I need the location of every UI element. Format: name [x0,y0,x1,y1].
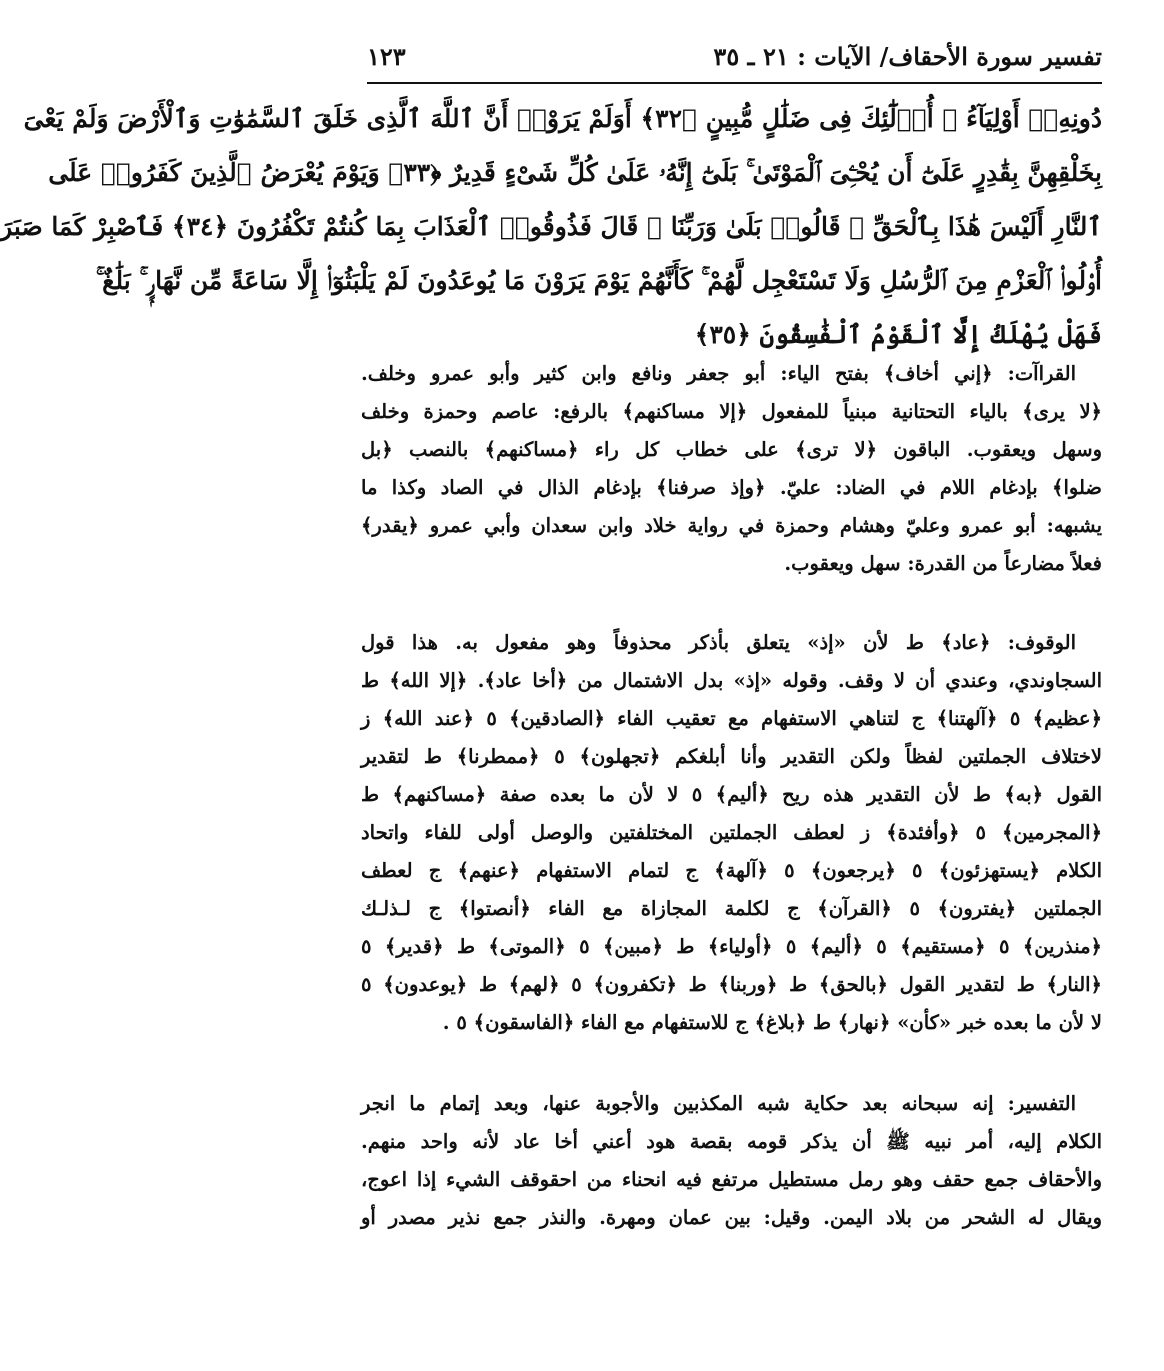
paragraph-line: الكلام إليه، أمر نبيه ﷺ أن يذكر قومه بقصة هود أعني أخا عاد لأنه واحد منهم. [361,1130,1102,1153]
quran-verses-block [0,92,1102,362]
qiraat-section [361,355,1102,583]
paragraph-line: وسهل ويعقوب. الباقون ﴿لا ترى﴾ على خطاب كل راء ﴿مساكنهم﴾ بالنصب ﴿بل [361,438,1102,461]
paragraph-line: لا لأن ما بعده خبر «كأن» ﴿نهار﴾ ط ﴿بلاغ﴾ ج للاستفهام مع الفاء ﴿الفاسقون﴾ ٥ . [442,1011,1102,1034]
paragraph-line: ﴿النار﴾ ط لتقدير القول ﴿بالحق﴾ ط ﴿وربنا﴾ ط ﴿تكفرون﴾ ٥ ﴿لهم﴾ ط ﴿يوعدون﴾ ٥ [361,973,1102,996]
paragraph-line: القراآت: ﴿إني أخاف﴾ بفتح الياء: أبو جعفر ونافع وابن كثير وأبو عمرو وخلف. [361,362,1076,385]
quran-line: فَهَلْ يُهْلَكُ إِلَّا ٱلْقَوْمُ ٱلْفَٰسِقُونَ ﴿٣٥﴾ [694,320,1102,349]
quran-line: ٱلنَّارِ أَلَيْسَ هَٰذَا بِٱلْحَقِّ ۖ قَالُوا۟ بَلَىٰ وَرَبِّنَا ۚ قَالَ فَذُوقُوا۟ ٱلْعَذَابَ بِمَا كُنتُمْ تَكْفُرُونَ ﴿٣٤﴾ فَٱصْبِرْ كَمَا صَبَرَ [0,212,1102,241]
paragraph-line: الجملتين ﴿يفترون﴾ ٥ ﴿القرآن﴾ ج لكلمة المجازاة مع الفاء ﴿أنصتوا﴾ ج لـذلـك [361,897,1103,920]
paragraph-line: التفسير: إنه سبحانه بعد حكاية شبه المكذبين والأجوبة عنها، وبعد إتمام ما انجر [361,1092,1076,1115]
running-title: تفسير سورة الأحقاف/ الآيات : ٢١ ـ ٣٥ [713,42,1102,71]
paragraph-line: فعلاً مضارعاً من القدرة: سهل ويعقوب. [784,552,1102,575]
paragraph-line: ضلوا﴾ بإدغام اللام في الضاد: عليّ. ﴿وإذ صرفنا﴾ بإدغام الذال في الصاد وكذا ما [361,476,1102,499]
tafsir-section [361,1085,1102,1237]
paragraph-line: ويقال له الشحر من بلاد اليمن. وقيل: بين عمان ومهرة. والنذر جمع نذير مصدر أو [361,1206,1102,1229]
page-header [367,38,1102,80]
header-divider [367,82,1102,84]
quran-line: أُو۟لُوا۟ ٱلْعَزْمِ مِنَ ٱلرُّسُلِ وَلَا تَسْتَعْجِل لَّهُمْ ۚ كَأَنَّهُمْ يَوْمَ يَرَوْنَ مَا يُوعَدُونَ لَمْ يَلْبَثُوٓا۟ إِلَّا سَاعَةً مِّن نَّهَارٍۭ ۚ بَلَٰغٌ ۚ [95,266,1102,295]
paragraph-line: الوقوف: ﴿عاد﴾ ط لأن «إذ» يتعلق بأذكر محذوفاً وهو مفعول به. هذا قول [361,631,1076,654]
paragraph-line: لاختلاف الجملتين لفظاً ولكن التقدير وأنا أبلغكم ﴿تجهلون﴾ ٥ ﴿ممطرنا﴾ ط لتقدير [361,745,1102,768]
paragraph-line: والأحقاف جمع حقف وهو رمل مستطيل مرتفع فيه انحناء من احقوقف الشيء إذا اعوج، [361,1168,1102,1191]
page-number: ١٢٣ [367,42,406,71]
paragraph-line: الكلام ﴿يستهزئون﴾ ٥ ﴿يرجعون﴾ ٥ ﴿آلهة﴾ ج لتمام الاستفهام ﴿عنهم﴾ ج لعطف [361,859,1102,882]
wuquf-section [361,624,1102,1042]
paragraph-line: يشبهه: أبو عمرو وعليّ وهشام وحمزة في رواية خلاد وابن سعدان وأبي عمرو ﴿يقدر﴾ [361,514,1102,537]
paragraph-line: ﴿منذرين﴾ ٥ ﴿مستقيم﴾ ٥ ﴿أليم﴾ ٥ ﴿أولياء﴾ ط ﴿مبين﴾ ٥ ﴿الموتى﴾ ط ﴿قدير﴾ ٥ [361,935,1102,958]
paragraph-line: ﴿عظيم﴾ ٥ ﴿آلهتنا﴾ ج لتناهي الاستفهام مع تعقيب الفاء ﴿الصادقين﴾ ٥ ﴿عند الله﴾ ز [361,707,1102,730]
paragraph-line: السجاوندي، وعندي أن لا وقف. وقوله «إذ» بدل الاشتمال من ﴿أخا عاد﴾. ﴿إلا الله﴾ ط [361,669,1102,692]
paragraph-line: ﴿لا يرى﴾ بالياء التحتانية مبنياً للمفعول ﴿إلا مساكنهم﴾ بالرفع: عاصم وحمزة وخلف [361,400,1102,423]
quran-line: دُونِهِۦٓ أَوْلِيَآءُ ۚ أُو۟لَٰٓئِكَ فِى ضَلَٰلٍ مُّبِينٍ ﴿٣٢﴾ أَوَلَمْ يَرَوْا۟ أَنَّ ٱللَّهَ ٱلَّذِى خَلَقَ ٱلسَّمَٰوَٰتِ وَٱلْأَرْضَ وَلَمْ يَعْىَ [23,104,1102,133]
quran-line: بِخَلْقِهِنَّ بِقَٰدِرٍ عَلَىٰٓ أَن يُحْـِۧىَ ٱلْمَوْتَىٰ ۚ بَلَىٰٓ إِنَّهُۥ عَلَىٰ كُلِّ شَىْءٍ قَدِيرٌ ﴿٣٣﴾ وَيَوْمَ يُعْرَضُ ٱلَّذِينَ كَفَرُوا۟ عَلَى [48,158,1102,187]
paragraph-line: القول ﴿به﴾ ط لأن التقدير هذه ريح ﴿أليم﴾ ٥ لا لأن ما بعده صفة ﴿مساكنهم﴾ ط [361,783,1102,806]
paragraph-line: ﴿المجرمين﴾ ٥ ﴿وأفئدة﴾ ز لعطف الجملتين المختلفتين والوصل أولى للفاء واتحاد [361,821,1103,844]
